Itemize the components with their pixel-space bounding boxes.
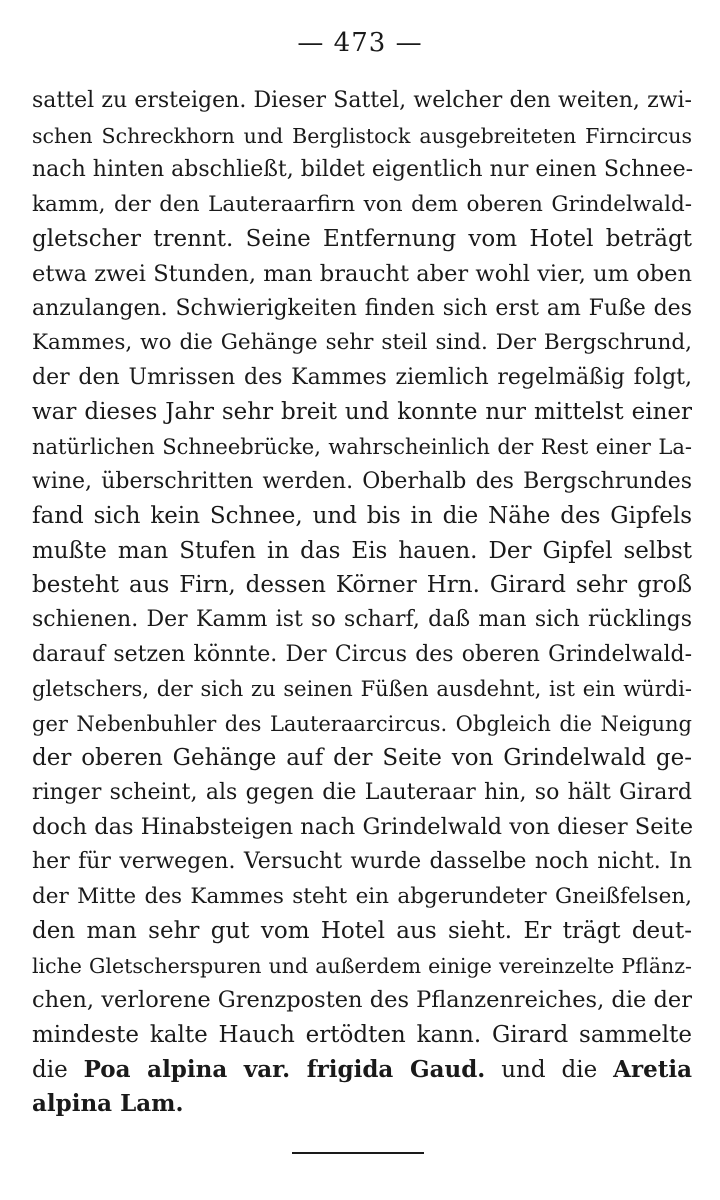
text-line: mußte man Stufen in das Eis hauen. Der Gipfel selbst [32,537,692,564]
text-line: gletscher trennt. Seine Entfernung vom Hotel beträgt [32,226,692,253]
line-text: die [32,1056,84,1083]
species-name: alpina Lam. [32,1090,184,1118]
text-line: der den Umrissen des Kammes ziemlich regelmäßig folgt, [32,364,692,390]
text-line: chen, verlorene Grenzposten des Pflanzenreiches, die der [32,987,692,1014]
text-line: anzulangen. Schwierigkeiten finden sich erst am Fuße des [32,295,692,321]
text-line: liche Gletscherspuren und außerdem einige vereinzelte Pflänz- [32,953,692,978]
text-line: Kammes, wo die Gehänge sehr steil sind. Der Bergschrund, [32,330,692,356]
text-line: mindeste kalte Hauch ertödten kann. Girard sammelte [32,1022,692,1049]
text-line: besteht aus Firn, dessen Körner Hrn. Girard sehr groß [32,572,692,599]
text-line: der Mitte des Kammes steht ein abgerundeter Gneißfelsen, [32,883,692,909]
body-text [32,84,692,1122]
line-text: und die [485,1056,614,1083]
text-line [32,1053,692,1088]
text-line: ger Nebenbuhler des Lauteraarcircus. Obgleich die Neigung [32,711,692,736]
text-line: doch das Hinabsteigen nach Grindelwald von dieser Seite [32,814,694,841]
text-line [32,1087,692,1122]
text-line: etwa zwei Stunden, man braucht aber wohl vier, um oben [32,260,692,287]
text-line: wine, überschritten werden. Oberhalb des Bergschrundes [32,468,692,494]
text-line: her für verwegen. Versucht wurde dasselbe noch nicht. In [32,849,692,875]
text-line: natürlichen Schneebrücke, wahrscheinlich der Rest einer La- [32,434,692,459]
footer-rule [292,1152,424,1154]
text-line: schienen. Der Kamm ist so scharf, daß man sich rücklings [32,606,692,632]
species-name: Poa alpina var. frigida Gaud. [83,1055,486,1083]
text-line: sattel zu ersteigen. Dieser Sattel, welcher den weiten, zwi- [32,88,692,113]
text-line: darauf setzen könnte. Der Circus des oberen Grindelwald- [32,641,692,667]
text-line: kamm, der den Lauteraarfirn von dem oberen Grindelwald- [32,191,692,217]
text-line: gletschers, der sich zu seinen Füßen ausdehnt, ist ein würdi- [32,677,692,702]
text-line: nach hinten abschließt, bildet eigentlich nur einen Schnee- [32,157,694,183]
page-number: — 473 — [297,28,423,58]
text-line: der oberen Gehänge auf der Seite von Grindelwald ge- [32,745,692,772]
text-line: fand sich kein Schnee, und bis in die Nähe des Gipfels [32,503,692,530]
text-line: den man sehr gut vom Hotel aus sieht. Er trägt deut- [32,918,692,945]
text-line: ringer scheint, als gegen die Lauteraar hin, so hält Girard [32,779,692,805]
text-line: war dieses Jahr sehr breit und konnte nur mittelst einer [32,399,692,426]
text-line: schen Schreckhorn und Berglistock ausgebreiteten Firncircus [32,123,692,148]
species-name: Aretia [613,1055,692,1083]
